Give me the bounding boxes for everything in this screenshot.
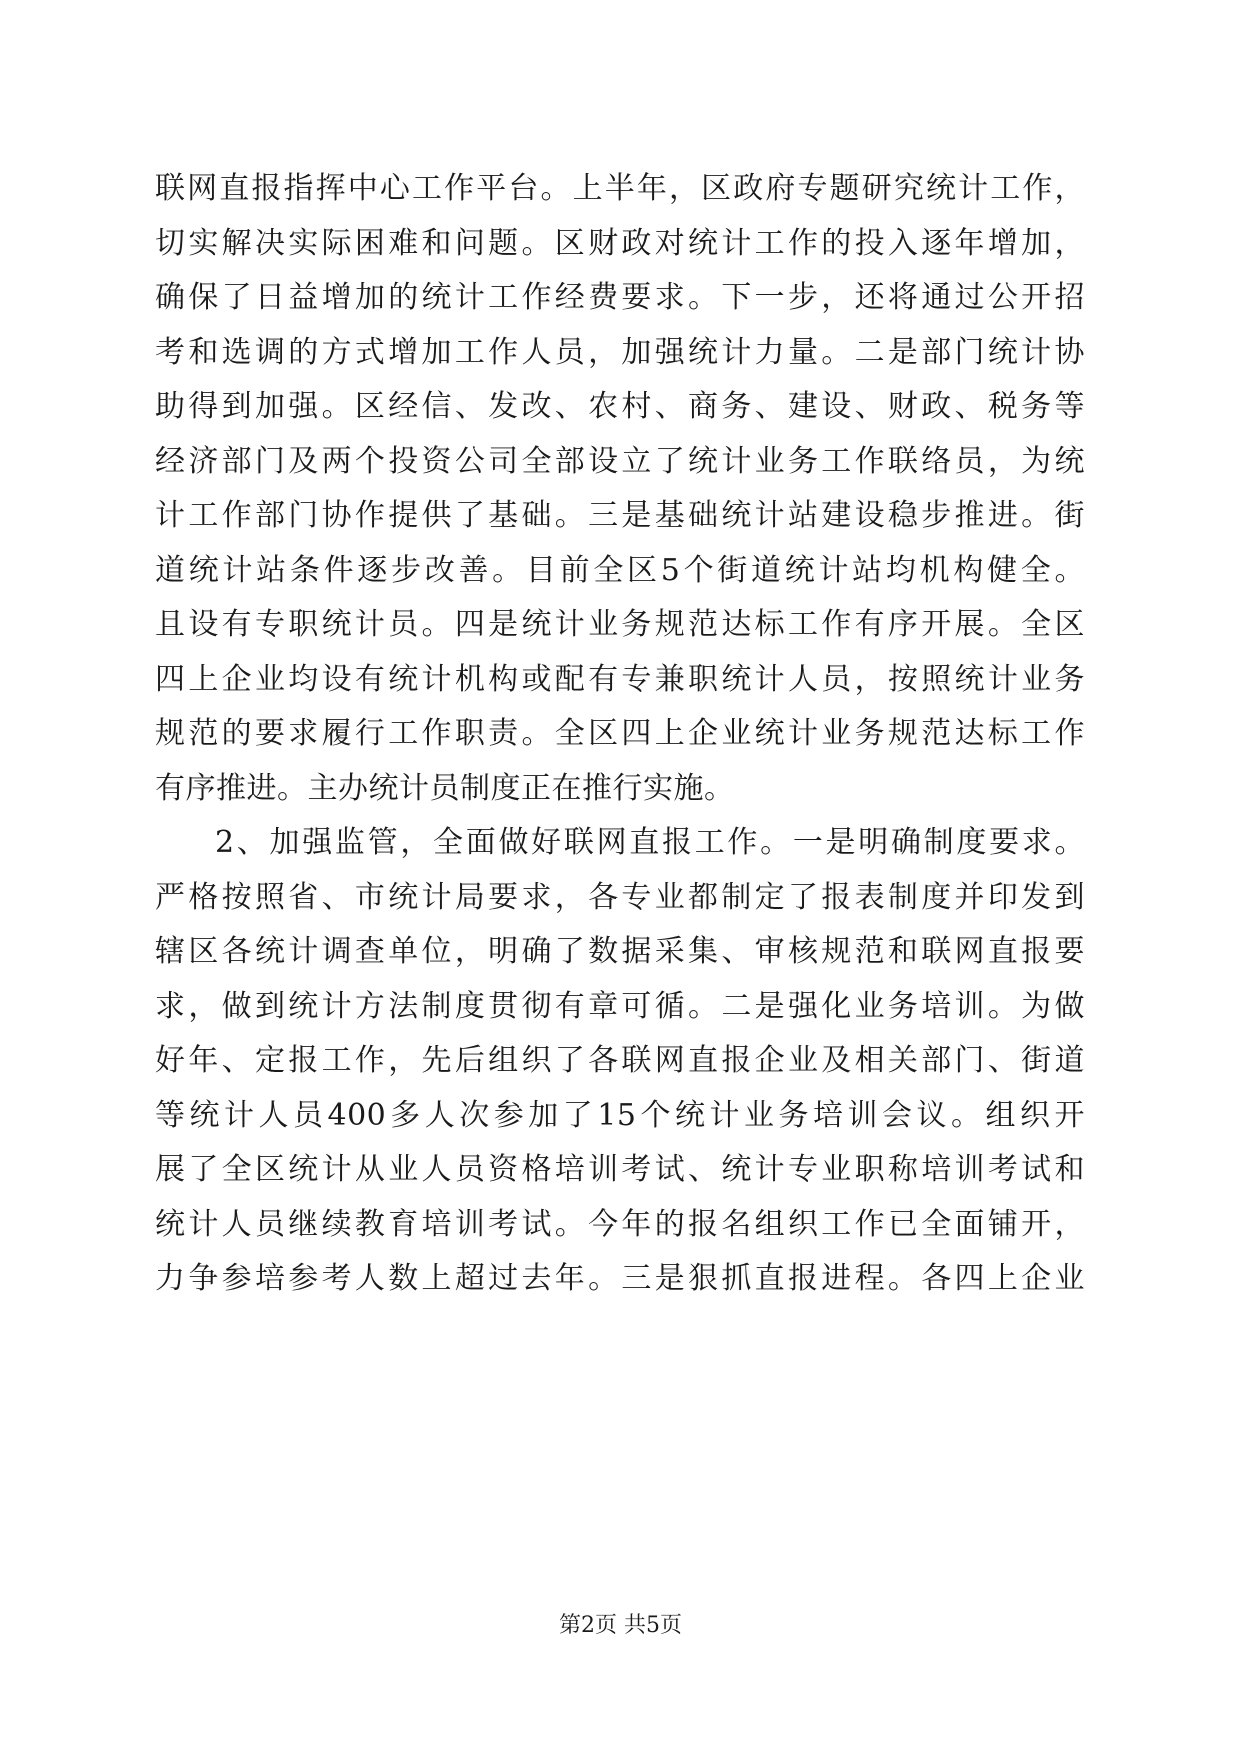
text-line: 统计人员继续教育培训考试。今年的报名组织工作已全面铺开， bbox=[155, 1206, 1085, 1242]
text-line: 好年、定报工作，先后组织了各联网直报企业及相关部门、街道 bbox=[155, 1043, 1085, 1078]
page-number-footer: 第2页 共5页 bbox=[559, 1613, 682, 1638]
text-line: 考和选调的方式增加工作人员，加强统计力量。二是部门统计协 bbox=[155, 334, 1085, 370]
text-line: 道统计站条件逐步改善。目前全区5个街道统计站均机构健全。 bbox=[155, 552, 1085, 588]
text-line: 等统计人员400多人次参加了15个统计业务培训会议。组织开 bbox=[155, 1097, 1085, 1133]
text-line: 切实解决实际困难和问题。区财政对统计工作的投入逐年增加， bbox=[155, 225, 1085, 261]
document-body bbox=[155, 162, 1085, 1307]
text-line: 经济部门及两个投资公司全部设立了统计业务工作联络员，为统 bbox=[155, 443, 1085, 479]
text-line: 展了全区统计从业人员资格培训考试、统计专业职称培训考试和 bbox=[155, 1152, 1085, 1187]
text-line: 四上企业均设有统计机构或配有专兼职统计人员，按照统计业务 bbox=[155, 661, 1085, 697]
text-line: 规范的要求履行工作职责。全区四上企业统计业务规范达标工作 bbox=[155, 716, 1085, 751]
paragraph-start-line: 2、加强监管，全面做好联网直报工作。一是明确制度要求。 bbox=[215, 825, 1085, 860]
text-line: 联网直报指挥中心工作平台。上半年，区政府专题研究统计工作， bbox=[155, 171, 1085, 206]
text-line: 助得到加强。区经信、发改、农村、商务、建设、财政、税务等 bbox=[155, 389, 1085, 424]
text-line: 严格按照省、市统计局要求，各专业都制定了报表制度并印发到 bbox=[155, 879, 1085, 915]
text-line: 计工作部门协作提供了基础。三是基础统计站建设稳步推进。街 bbox=[155, 498, 1085, 533]
text-line: 有序推进。主办统计员制度正在推行实施。 bbox=[155, 770, 735, 806]
text-line: 力争参培参考人数上超过去年。三是狠抓直报进程。各四上企业 bbox=[155, 1261, 1085, 1296]
text-line: 确保了日益增加的统计工作经费要求。下一步，还将通过公开招 bbox=[155, 280, 1085, 315]
text-line: 求，做到统计方法制度贯彻有章可循。二是强化业务培训。为做 bbox=[155, 988, 1085, 1024]
text-line: 辖区各统计调查单位，明确了数据采集、审核规范和联网直报要 bbox=[155, 934, 1085, 969]
text-line: 且设有专职统计员。四是统计业务规范达标工作有序开展。全区 bbox=[155, 607, 1085, 642]
